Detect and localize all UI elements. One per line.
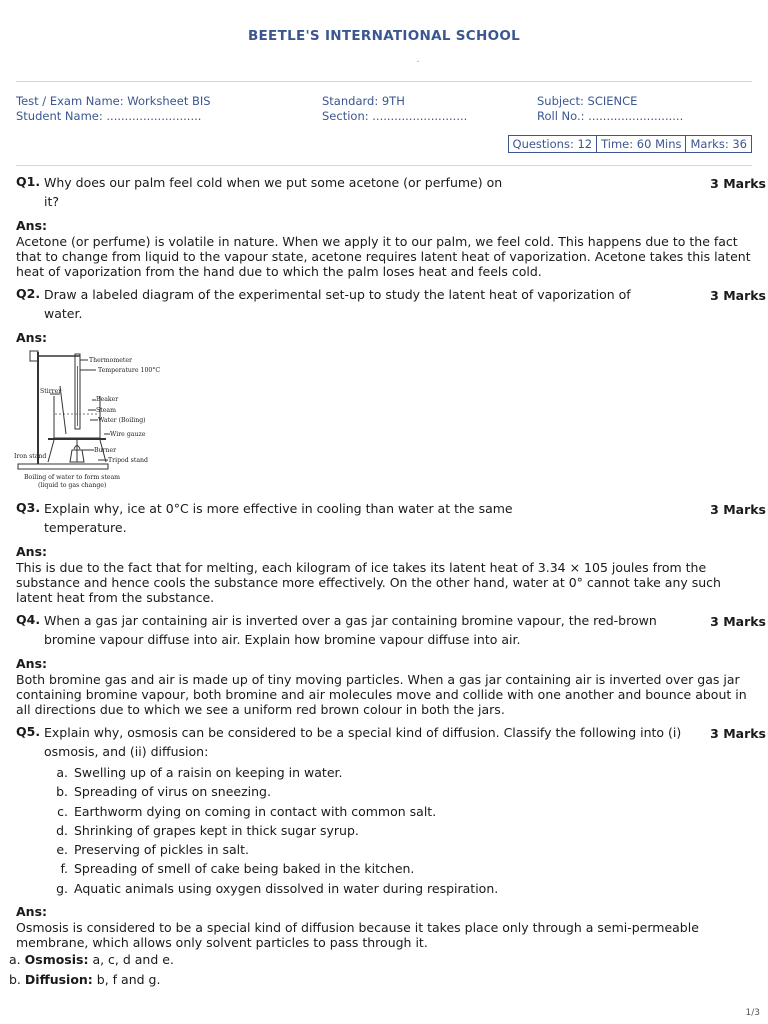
question-1: [16, 174, 766, 279]
question-marks: 3 Marks: [710, 614, 766, 629]
label-beaker: Beaker: [96, 396, 119, 403]
label-iron-stand: Iron stand: [14, 453, 47, 460]
question-marks: 3 Marks: [710, 288, 766, 303]
question-4: [16, 612, 766, 717]
meta-col-2: [322, 94, 467, 123]
answer-text: Osmosis is considered to be a special kind of diffusion because it takes place only through a semi-permeable membrane, which allows only solvent particles to pass through it.: [16, 920, 699, 951]
question-marks: 3 Marks: [710, 502, 766, 517]
meta-col-3: [537, 94, 683, 123]
label-thermometer: Thermometer: [89, 357, 132, 364]
standard: Standard: 9TH: [322, 94, 405, 108]
stand-plate: [18, 464, 108, 469]
label-water: Water (Boiling): [98, 417, 146, 424]
clamp: [30, 351, 38, 361]
list-item: g. Aquatic animals using oxygen dissolved in water during respiration.: [56, 880, 499, 896]
list-item: c. Earthworm dying on coming in contact with common salt.: [57, 803, 437, 819]
question-text: Explain why, ice at 0°C is more effective in cooling than water at the same temperature.: [44, 501, 513, 535]
classification-osmosis: a. Osmosis: a, c, d and e.: [9, 952, 174, 967]
list-item: d. Shrinking of grapes kept in thick sugar syrup.: [56, 822, 359, 838]
header-divider: [16, 81, 752, 82]
answer-text: This is due to the fact that for melting, each kilogram of ice takes its latent heat of 3.34 × 105 joules from the substance and hence cools the substance more effectively. On the other hand, water at 0° cannot take any such latent heat from the substance.: [16, 560, 721, 605]
page-number: 1/3: [745, 1008, 760, 1018]
answer-text: Acetone (or perfume) is volatile in nature. When we apply it to our palm, we feel cold. This happens due to the fact that to change from liquid to the vapour state, acetone requires latent heat of vaporization. Acetone takes this latent heat of vaporization from the hand due to which the palm loses heat and feels cold.: [16, 234, 751, 279]
classification-diffusion: b. Diffusion: b, f and g.: [9, 972, 161, 987]
question-number: Q4.: [16, 612, 41, 627]
total-marks: Marks: 36: [685, 136, 751, 152]
question-3: [16, 500, 766, 605]
exam-stats: [508, 135, 752, 153]
question-2: [16, 286, 766, 346]
school-name: BEETLE'S INTERNATIONAL SCHOOL: [247, 28, 521, 44]
options-list: [52, 763, 766, 898]
label-tripod: Tripod stand: [108, 457, 148, 464]
answer-label: Ans:: [16, 330, 48, 345]
question-marks: 3 Marks: [710, 176, 766, 191]
section: Section: ..........................: [322, 108, 468, 123]
label-steam: Steam: [96, 407, 116, 414]
list-item: a. Swelling up of a raisin on keeping in water.: [56, 765, 343, 780]
exam-name: Test / Exam Name: Worksheet BIS: [16, 94, 211, 108]
question-text: When a gas jar containing air is inverted over a gas jar containing bromine vapour, the red-brown bromine vapour diffuse into air. Explain how bromine vapour diffuse into air.: [44, 613, 657, 647]
question-number: Q1.: [16, 174, 41, 189]
answer-label: Ans:: [16, 218, 48, 233]
meta-col-1: [16, 94, 211, 123]
roll-no: Roll No.: ..........................: [537, 108, 684, 123]
label-burner: Burner: [94, 447, 117, 454]
answer-label: Ans:: [16, 544, 48, 559]
question-text: Why does our palm feel cold when we put some acetone (or perfume) on it?: [44, 175, 503, 209]
question-number: Q3.: [16, 500, 41, 515]
question-text: Draw a labeled diagram of the experimental set-up to study the latent heat of vaporization of water.: [44, 287, 631, 321]
question-number: Q5.: [16, 724, 41, 739]
exam-time: Time: 60 Mins: [596, 136, 685, 152]
label-wire-gauze: Wire gauze: [110, 431, 146, 438]
meta-divider: [16, 165, 752, 166]
answer-text: Both bromine gas and air is made up of tiny moving particles. When a gas jar containing air is inverted over gas jar containing bromine vapour, both bromine and air molecules move and collide with one another and bounce about in all directions due to which we see a uniform red brown colour in both the jars.: [16, 672, 747, 717]
label-temperature: Temperature 100°C: [98, 367, 161, 374]
diagram-caption: Boiling of water to form steam: [24, 474, 121, 481]
diagram-caption-sub: (liquid to gas change): [38, 482, 107, 489]
list-item: e. Preserving of pickles in salt.: [56, 842, 249, 858]
answer-label: Ans:: [16, 904, 48, 920]
latent-heat-diagram: [14, 346, 162, 490]
subject: Subject: SCIENCE: [537, 94, 638, 108]
answer-label: Ans:: [16, 656, 48, 671]
header-dot: .: [416, 55, 420, 65]
list-item: f. Spreading of smell of cake being baked in the kitchen.: [60, 861, 415, 877]
label-stirrer: Stirrer: [40, 388, 62, 395]
question-marks: 3 Marks: [710, 726, 766, 741]
question-5: [16, 724, 766, 950]
questions-count: Questions: 12: [512, 137, 593, 151]
question-number: Q2.: [16, 286, 41, 301]
question-text: Explain why, osmosis can be considered to be a special kind of diffusion. Classify the following into (i) osmosis, and (ii) diffusion:: [44, 725, 682, 759]
student-name: Student Name: ..........................: [16, 108, 202, 123]
tripod-leg: [48, 440, 54, 462]
list-item: b. Spreading of virus on sneezing.: [56, 784, 271, 800]
